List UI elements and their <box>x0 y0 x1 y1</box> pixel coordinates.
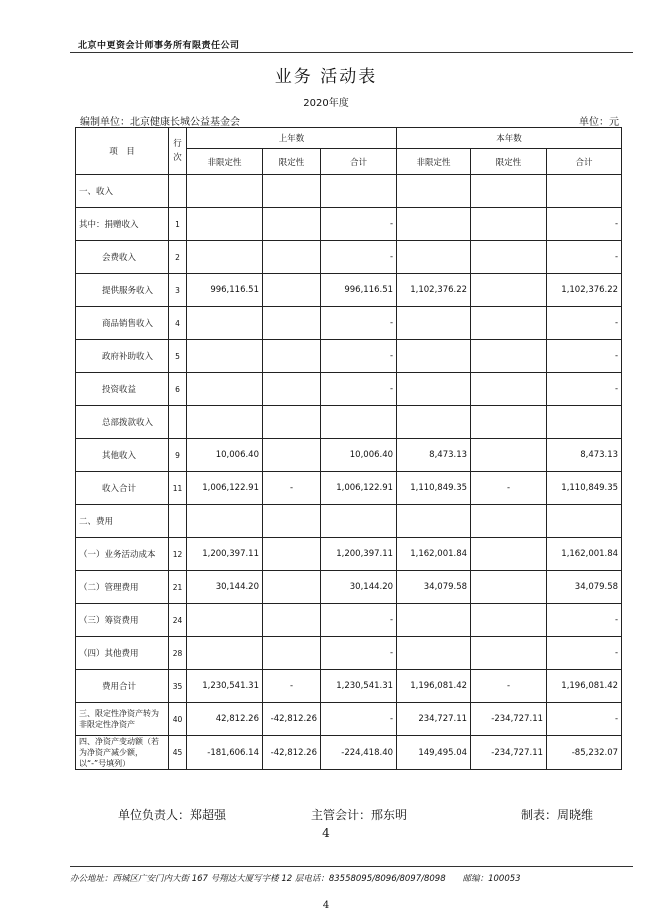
sub-header-prev-total: 合计 <box>321 149 397 175</box>
table-row <box>76 571 622 604</box>
row-label: 其他收入 <box>76 439 169 472</box>
cell-curr-total: - <box>547 637 622 670</box>
cell-curr-total: - <box>547 307 622 340</box>
cell-prev-restricted: - <box>263 670 321 703</box>
cell-curr-unrestricted: 1,196,081.42 <box>397 670 471 703</box>
cell-prev-unrestricted <box>187 175 263 208</box>
cell-prev-unrestricted <box>187 241 263 274</box>
cell-curr-restricted <box>471 307 547 340</box>
row-line-number: 9 <box>169 439 187 472</box>
cell-curr-total: 1,196,081.42 <box>547 670 622 703</box>
cell-curr-unrestricted: 8,473.13 <box>397 439 471 472</box>
row-line-number: 11 <box>169 472 187 505</box>
cell-curr-total <box>547 505 622 538</box>
table-row <box>76 736 622 770</box>
preparing-organization: 编制单位：北京健康长城公益基金会 <box>80 117 240 128</box>
cell-curr-total <box>547 406 622 439</box>
table-row <box>76 307 622 340</box>
cell-curr-unrestricted: 1,102,376.22 <box>397 274 471 307</box>
sub-header-prev-restricted: 限定性 <box>263 149 321 175</box>
cell-prev-restricted <box>263 373 321 406</box>
cell-curr-restricted <box>471 406 547 439</box>
row-label: 其中：捐赠收入 <box>76 208 169 241</box>
row-line-number: 6 <box>169 373 187 406</box>
cell-prev-unrestricted: 1,230,541.31 <box>187 670 263 703</box>
column-header-item: 项 目 <box>76 128 169 175</box>
row-line-number: 1 <box>169 208 187 241</box>
cell-curr-total: - <box>547 703 622 736</box>
cell-prev-total: 1,200,397.11 <box>321 538 397 571</box>
cell-curr-restricted <box>471 274 547 307</box>
cell-curr-restricted: - <box>471 472 547 505</box>
cell-curr-restricted <box>471 538 547 571</box>
table-row <box>76 274 622 307</box>
cell-prev-unrestricted <box>187 307 263 340</box>
cell-prev-total: 1,006,122.91 <box>321 472 397 505</box>
sub-header-prev-unrestricted: 非限定性 <box>187 149 263 175</box>
cell-prev-total: - <box>321 703 397 736</box>
cell-curr-unrestricted <box>397 505 471 538</box>
row-line-number: 35 <box>169 670 187 703</box>
row-label: 投资收益 <box>76 373 169 406</box>
cell-curr-total: - <box>547 604 622 637</box>
cell-prev-unrestricted: 1,006,122.91 <box>187 472 263 505</box>
row-label: 会费收入 <box>76 241 169 274</box>
page-number: 4 <box>322 826 330 840</box>
firm-header: 北京中更资会计师事务所有限责任公司 <box>78 41 240 51</box>
table-row <box>76 538 622 571</box>
cell-curr-total <box>547 175 622 208</box>
cell-curr-unrestricted <box>397 604 471 637</box>
sub-header-curr-unrestricted: 非限定性 <box>397 149 471 175</box>
cell-curr-restricted: -234,727.11 <box>471 736 547 770</box>
cell-curr-restricted <box>471 175 547 208</box>
row-line-number: 4 <box>169 307 187 340</box>
cell-curr-total: 1,110,849.35 <box>547 472 622 505</box>
cell-prev-total: 30,144.20 <box>321 571 397 604</box>
cell-prev-unrestricted: 1,200,397.11 <box>187 538 263 571</box>
table-row <box>76 472 622 505</box>
cell-prev-restricted <box>263 208 321 241</box>
column-group-previous-year: 上年数 <box>187 128 397 149</box>
signature-chief-accountant: 主管会计：邢东明 <box>311 808 408 822</box>
cell-prev-restricted <box>263 307 321 340</box>
cell-curr-unrestricted: 1,110,849.35 <box>397 472 471 505</box>
cell-prev-total <box>321 406 397 439</box>
cell-prev-total <box>321 175 397 208</box>
cell-curr-restricted <box>471 439 547 472</box>
footer-rule <box>70 866 633 867</box>
row-label: 商品销售收入 <box>76 307 169 340</box>
cell-prev-unrestricted <box>187 208 263 241</box>
row-label: （四）其他费用 <box>76 637 169 670</box>
row-label: 三、限定性净资产转为非限定性净资产 <box>76 703 169 736</box>
row-label: 收入合计 <box>76 472 169 505</box>
report-year: 2020年度 <box>303 98 349 109</box>
row-label: 政府补助收入 <box>76 340 169 373</box>
cell-curr-restricted <box>471 241 547 274</box>
document-title: 业务 活动表 <box>274 67 378 87</box>
table-row <box>76 439 622 472</box>
cell-prev-unrestricted: 10,006.40 <box>187 439 263 472</box>
table-row <box>76 604 622 637</box>
cell-curr-restricted <box>471 505 547 538</box>
sub-header-curr-total: 合计 <box>547 149 622 175</box>
cell-curr-restricted <box>471 208 547 241</box>
row-line-number: 40 <box>169 703 187 736</box>
cell-curr-total: 8,473.13 <box>547 439 622 472</box>
table-row <box>76 241 622 274</box>
cell-prev-total: - <box>321 637 397 670</box>
row-line-number <box>169 505 187 538</box>
row-line-number <box>169 175 187 208</box>
cell-prev-unrestricted <box>187 604 263 637</box>
cell-curr-restricted <box>471 571 547 604</box>
cell-curr-unrestricted: 1,162,001.84 <box>397 538 471 571</box>
signature-unit-head: 单位负责人：郑超强 <box>118 808 227 822</box>
cell-curr-unrestricted <box>397 637 471 670</box>
cell-curr-unrestricted <box>397 307 471 340</box>
table-row <box>76 406 622 439</box>
table-row <box>76 703 622 736</box>
cell-prev-unrestricted <box>187 406 263 439</box>
table-row <box>76 373 622 406</box>
cell-curr-unrestricted <box>397 208 471 241</box>
cell-curr-total: 1,102,376.22 <box>547 274 622 307</box>
cell-prev-restricted: -42,812.26 <box>263 703 321 736</box>
cell-prev-unrestricted <box>187 505 263 538</box>
cell-curr-total: - <box>547 208 622 241</box>
cell-curr-total: 1,162,001.84 <box>547 538 622 571</box>
row-label: （一）业务活动成本 <box>76 538 169 571</box>
row-line-number: 12 <box>169 538 187 571</box>
cell-prev-restricted <box>263 439 321 472</box>
currency-unit: 单位：元 <box>579 117 619 128</box>
cell-prev-restricted <box>263 505 321 538</box>
cell-prev-unrestricted <box>187 373 263 406</box>
row-line-number: 2 <box>169 241 187 274</box>
cell-curr-total: - <box>547 373 622 406</box>
cell-prev-total: - <box>321 340 397 373</box>
cell-curr-unrestricted: 34,079.58 <box>397 571 471 604</box>
column-group-current-year: 本年数 <box>397 128 622 149</box>
cell-curr-restricted <box>471 340 547 373</box>
cell-curr-restricted: - <box>471 670 547 703</box>
cell-prev-total <box>321 505 397 538</box>
cell-curr-restricted <box>471 604 547 637</box>
activity-statement-table <box>75 127 622 770</box>
cell-prev-total: - <box>321 241 397 274</box>
cell-prev-unrestricted: 42,812.26 <box>187 703 263 736</box>
table-row <box>76 340 622 373</box>
row-line-number: 28 <box>169 637 187 670</box>
cell-prev-total: -224,418.40 <box>321 736 397 770</box>
cell-prev-unrestricted: -181,606.14 <box>187 736 263 770</box>
cell-curr-unrestricted: 234,727.11 <box>397 703 471 736</box>
cell-prev-total: - <box>321 307 397 340</box>
table-row <box>76 670 622 703</box>
row-line-number: 24 <box>169 604 187 637</box>
cell-curr-restricted <box>471 373 547 406</box>
cell-prev-unrestricted: 996,116.51 <box>187 274 263 307</box>
cell-prev-total: - <box>321 373 397 406</box>
cell-prev-total: 1,230,541.31 <box>321 670 397 703</box>
header-rule <box>70 52 633 53</box>
cell-curr-unrestricted <box>397 406 471 439</box>
table-row <box>76 175 622 208</box>
cell-prev-unrestricted: 30,144.20 <box>187 571 263 604</box>
row-label: （三）筹资费用 <box>76 604 169 637</box>
row-label: 二、费用 <box>76 505 169 538</box>
row-label: 一、收入 <box>76 175 169 208</box>
cell-curr-restricted <box>471 637 547 670</box>
cell-prev-restricted <box>263 241 321 274</box>
row-label: 四、净资产变动额（若为净资产减少额，以“-”号填列） <box>76 736 169 770</box>
row-line-number: 45 <box>169 736 187 770</box>
cell-prev-restricted <box>263 406 321 439</box>
table-row <box>76 637 622 670</box>
cell-prev-total: 996,116.51 <box>321 274 397 307</box>
cell-curr-unrestricted <box>397 175 471 208</box>
cell-prev-restricted <box>263 538 321 571</box>
row-label: 提供服务收入 <box>76 274 169 307</box>
cell-prev-restricted <box>263 274 321 307</box>
cell-curr-total: -85,232.07 <box>547 736 622 770</box>
row-line-number: 3 <box>169 274 187 307</box>
cell-curr-unrestricted <box>397 373 471 406</box>
footer-page-number: 4 <box>322 900 330 911</box>
table-row <box>76 208 622 241</box>
cell-prev-total: - <box>321 208 397 241</box>
cell-prev-restricted <box>263 571 321 604</box>
row-label: 总部拨款收入 <box>76 406 169 439</box>
signature-preparer: 制表：周晓维 <box>521 808 594 822</box>
row-line-number: 21 <box>169 571 187 604</box>
cell-prev-total: - <box>321 604 397 637</box>
row-label: 费用合计 <box>76 670 169 703</box>
cell-prev-restricted <box>263 604 321 637</box>
row-line-number: 5 <box>169 340 187 373</box>
office-address-footer: 办公地址：西城区广安门内大街 167 号翔达大厦写字楼 12 层电话：83558095/8096/8097/8098 邮编：100053 <box>70 874 521 884</box>
row-label: （二）管理费用 <box>76 571 169 604</box>
cell-prev-restricted <box>263 340 321 373</box>
cell-prev-restricted: -42,812.26 <box>263 736 321 770</box>
cell-prev-total: 10,006.40 <box>321 439 397 472</box>
cell-curr-restricted: -234,727.11 <box>471 703 547 736</box>
cell-prev-restricted <box>263 637 321 670</box>
cell-prev-restricted <box>263 175 321 208</box>
column-header-line-no: 行次 <box>169 128 187 175</box>
cell-curr-unrestricted <box>397 340 471 373</box>
cell-prev-unrestricted <box>187 340 263 373</box>
cell-prev-restricted: - <box>263 472 321 505</box>
cell-prev-unrestricted <box>187 637 263 670</box>
cell-curr-total: - <box>547 340 622 373</box>
row-line-number <box>169 406 187 439</box>
cell-curr-total: - <box>547 241 622 274</box>
cell-curr-unrestricted: 149,495.04 <box>397 736 471 770</box>
table-row <box>76 505 622 538</box>
cell-curr-total: 34,079.58 <box>547 571 622 604</box>
sub-header-curr-restricted: 限定性 <box>471 149 547 175</box>
cell-curr-unrestricted <box>397 241 471 274</box>
